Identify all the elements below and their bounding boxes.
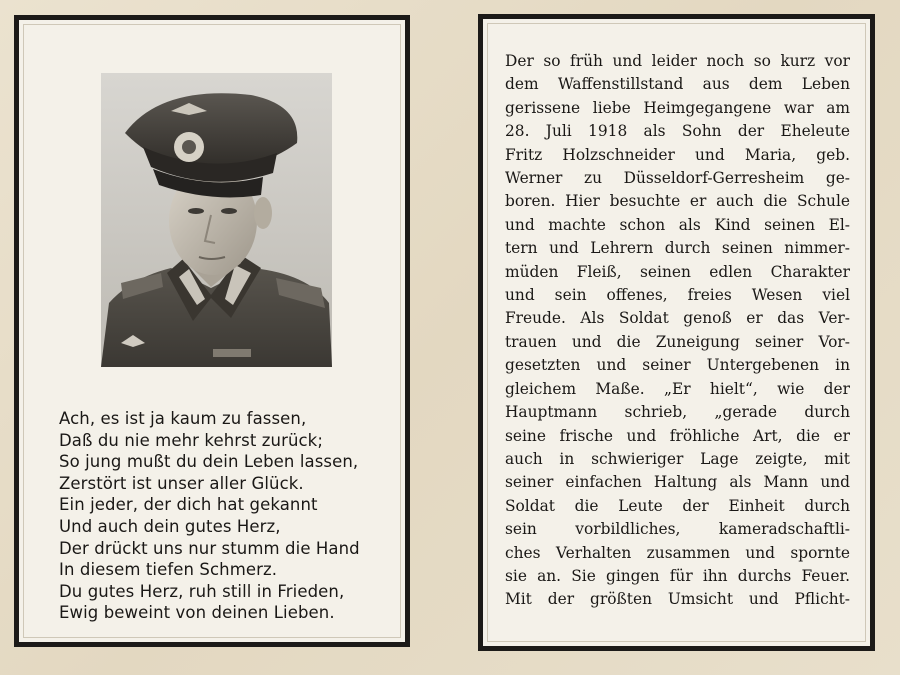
poem-line: Zerstört ist unser aller Glück. — [59, 473, 304, 493]
poem-line: Ach, es ist ja kaum zu fassen, — [59, 409, 307, 428]
poem-line: Daß du nie mehr kehrst zurück; — [59, 430, 323, 450]
soldier-portrait-photo — [101, 73, 332, 367]
poem-line: So jung mußt du dein Leben lassen, — [59, 452, 359, 472]
obituary-line: 28. Juli 1918 als Sohn der Eheleute — [505, 122, 850, 141]
poem-line: Ewig beweint von deinen Lieben. — [59, 603, 335, 623]
poem-line: Ein jeder, der dich hat gekannt — [59, 495, 318, 515]
obituary-line: gleichem Maße. „Er hielt“, wie der — [505, 379, 850, 398]
obituary-line: gerissene liebe Heimgegangene war am — [505, 98, 850, 117]
obituary-line: Werner zu Düsseldorf-Gerresheim ge- — [505, 169, 850, 188]
obituary-text — [505, 50, 850, 612]
obituary-line: Der so früh und leider noch so kurz vor — [505, 52, 850, 70]
memorial-poem — [59, 408, 399, 624]
obituary-line: und machte schon als Kind seinen El- — [505, 215, 850, 234]
obituary-line: müden Fleiß, seinen edlen Charakter — [505, 262, 850, 281]
obituary-line: Hauptmann schrieb, „gerade durch — [505, 403, 850, 422]
obituary-line: auch in schwieriger Lage zeigte, mit — [505, 449, 850, 468]
obituary-line: seine frische und fröhliche Art, die er — [505, 426, 850, 445]
obituary-line: Freude. Als Soldat genoß er das Ver- — [505, 309, 850, 328]
memorial-card-back — [478, 14, 875, 651]
obituary-line: seiner einfachen Haltung als Mann und — [505, 473, 850, 492]
obituary-line: Fritz Holzschneider und Maria, geb. — [505, 145, 850, 164]
obituary-line: und sein offenes, freies Wesen viel — [505, 286, 850, 305]
poem-line: Du gutes Herz, ruh still in Frieden, — [59, 581, 345, 601]
poem-line: Der drückt uns nur stumm die Hand — [59, 538, 360, 558]
poem-line: In diesem tiefen Schmerz. — [59, 560, 278, 580]
obituary-line: sein vorbildliches, kameradschaftli- — [505, 520, 850, 539]
obituary-line: Mit der größten Umsicht und Pflicht- — [505, 590, 850, 609]
obituary-line: dem Waffenstillstand aus dem Leben — [505, 75, 850, 94]
poem-line: Und auch dein gutes Herz, — [59, 516, 281, 536]
obituary-line: sie an. Sie gingen für ihn durchs Feuer. — [505, 566, 850, 585]
memorial-card-front — [14, 15, 410, 647]
obituary-line: ches Verhalten zusammen und spornte — [505, 543, 850, 562]
obituary-line: tern und Lehrern durch seinen nimmer- — [505, 239, 850, 258]
obituary-line: boren. Hier besuchte er auch die Schule — [505, 192, 850, 211]
obituary-line: Soldat die Leute der Einheit durch — [505, 496, 850, 515]
portrait-image — [101, 73, 332, 367]
obituary-line: gesetzten und seiner Untergebenen in — [505, 356, 850, 375]
obituary-line: trauen und die Zuneigung seiner Vor- — [505, 332, 850, 351]
